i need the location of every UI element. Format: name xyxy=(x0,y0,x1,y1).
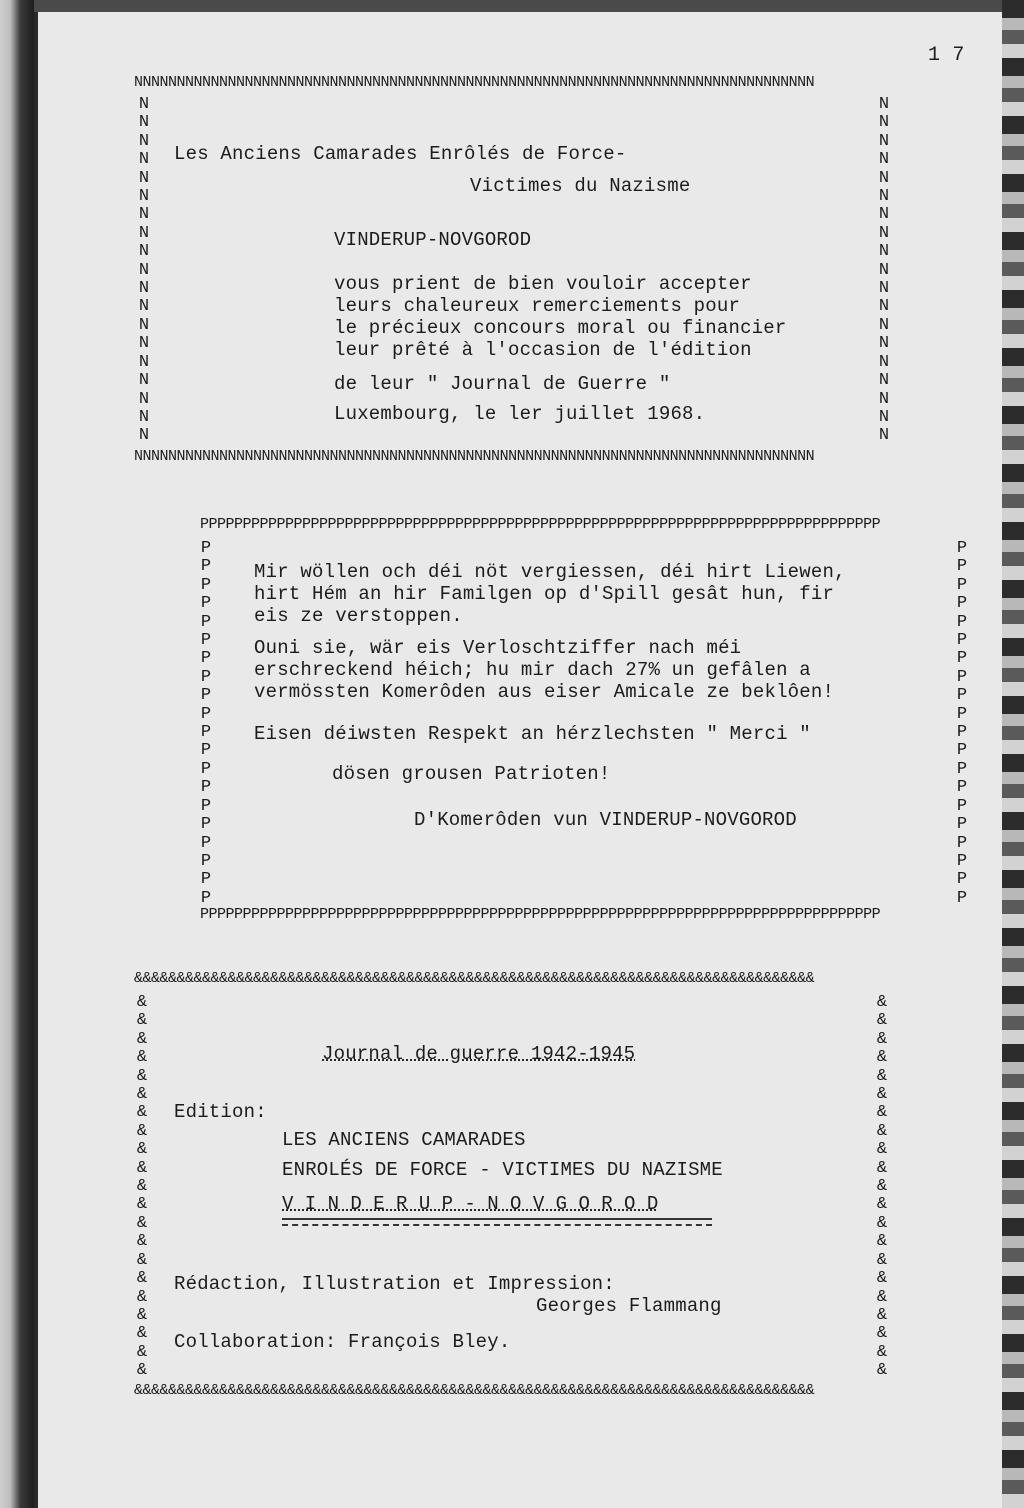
date-line: Luxembourg, le ler juillet 1968. xyxy=(334,403,706,425)
edition-label: Edition: xyxy=(174,1101,267,1123)
double-underline xyxy=(282,1224,712,1226)
place-name: VINDERUP-NOVGOROD xyxy=(334,229,532,251)
thanks-line: leurs chaleureux remerciements pour xyxy=(334,295,741,317)
amp-border-right: & & & & & & & & & & & & & & & & & & & & & xyxy=(876,994,888,1381)
tribute-line: erschreckend héich; hu mir dach 27% un gefâlen a xyxy=(254,659,811,681)
journal-title: Journal de guerre 1942-1945 xyxy=(322,1043,636,1065)
n-border-left: N N N N N N N N N N N N N N N N N N N xyxy=(138,96,150,446)
double-underline xyxy=(282,1218,712,1220)
p-border-bottom: PPPPPPPPPPPPPPPPPPPPPPPPPPPPPPPPPPPPPPPPPPPPPPPPPPPPPPPPPPPPPPPPPPPPPPPPPPPPPPPP xyxy=(200,906,881,923)
thanks-line: de leur " Journal de Guerre " xyxy=(334,373,671,395)
thanks-line: vous prient de bien vouloir accepter xyxy=(334,273,752,295)
edition-line: LES ANCIENS CAMARADES xyxy=(282,1129,526,1151)
thanks-line: leur prêté à l'occasion de l'édition xyxy=(334,339,752,361)
tribute-line: vermössten Komerôden aus eiser Amicale ze beklôen! xyxy=(254,681,835,703)
signature-line: D'Komerôden vun VINDERUP-NOVGOROD xyxy=(414,809,797,831)
association-name-line2: Victimes du Nazisme xyxy=(470,175,691,197)
tribute-line: eis ze verstoppen. xyxy=(254,605,463,627)
patrioten-line: dösen grousen Patrioten! xyxy=(332,763,611,785)
p-border-left: P P P P P P P P P P P P P P P P P P P P xyxy=(200,540,212,906)
p-border-right: P P P P P P P P P P P P P P P P P P P P xyxy=(956,540,968,906)
respect-line: Eisen déiwsten Respekt an hérzlechsten " Merci " xyxy=(254,723,811,745)
tribute-line: hirt Hém an hir Familgen op d'Spill gesât hun, fir xyxy=(254,583,835,605)
tribute-line: Mir wöllen och déi nöt vergiessen, déi hirt Liewen, xyxy=(254,561,846,583)
thanks-line: le précieux concours moral ou financier xyxy=(334,317,787,339)
tribute-line: Ouni sie, wär eis Verloschtziffer nach méi xyxy=(254,637,742,659)
collaboration-line: Collaboration: François Bley. xyxy=(174,1331,511,1353)
amp-border-top: &&&&&&&&&&&&&&&&&&&&&&&&&&&&&&&&&&&&&&&&&&&&&&&&&&&&&&&&&&&&&&&&&&&&&&&&&&&&&&&& xyxy=(134,970,815,987)
redaction-name: Georges Flammang xyxy=(536,1295,722,1317)
amp-border-left: & & & & & & & & & & & & & & & & & & & & & xyxy=(136,994,148,1381)
book-spine xyxy=(0,0,34,1508)
association-name-line1: Les Anciens Camarades Enrôlés de Force- xyxy=(174,143,627,165)
n-border-right: N N N N N N N N N N N N N N N N N N N xyxy=(878,96,890,446)
page-number: 1 7 xyxy=(928,44,965,67)
edition-line-place: V I N D E R U P - N O V G O R O D xyxy=(282,1193,659,1215)
amp-border-bottom: &&&&&&&&&&&&&&&&&&&&&&&&&&&&&&&&&&&&&&&&&&&&&&&&&&&&&&&&&&&&&&&&&&&&&&&&&&&&&&&& xyxy=(134,1382,815,1399)
n-border-bottom: NNNNNNNNNNNNNNNNNNNNNNNNNNNNNNNNNNNNNNNNNNNNNNNNNNNNNNNNNNNNNNNNNNNNNNNNNNNNNNNN xyxy=(134,448,815,465)
redaction-label: Rédaction, Illustration et Impression: xyxy=(174,1273,615,1295)
edition-line: ENROLÉS DE FORCE - VICTIMES DU NAZISME xyxy=(282,1159,723,1181)
n-border-top: NNNNNNNNNNNNNNNNNNNNNNNNNNNNNNNNNNNNNNNNNNNNNNNNNNNNNNNNNNNNNNNNNNNNNNNNNNNNNNNN xyxy=(134,74,815,91)
p-border-top: PPPPPPPPPPPPPPPPPPPPPPPPPPPPPPPPPPPPPPPPPPPPPPPPPPPPPPPPPPPPPPPPPPPPPPPPPPPPPPPP xyxy=(200,516,881,533)
adjacent-page-edge xyxy=(1002,0,1024,1508)
